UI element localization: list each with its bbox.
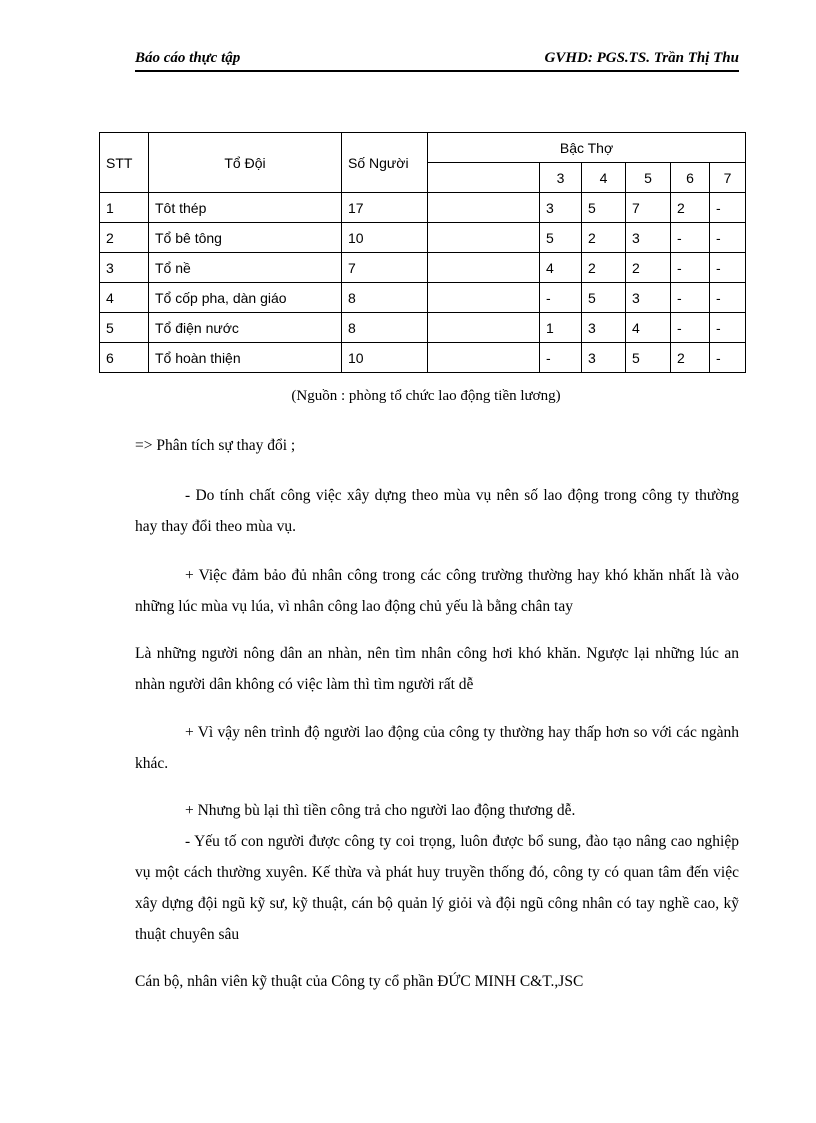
cell-spacer xyxy=(428,283,540,313)
paragraph-wages: + Nhưng bù lại thì tiền công trả cho người lao động thương dễ. xyxy=(185,802,576,819)
cell-team: Tổ cốp pha, dàn giáo xyxy=(149,283,342,313)
cell-team: Tổ điện nước xyxy=(149,313,342,343)
cell-grade: - xyxy=(540,343,582,373)
cell-people: 8 xyxy=(342,283,428,313)
cell-spacer xyxy=(428,343,540,373)
cell-team: Tổ hoàn thiện xyxy=(149,343,342,373)
cell-grade: - xyxy=(710,343,746,373)
cell-grade: - xyxy=(671,283,710,313)
table-row xyxy=(100,343,746,373)
cell-grade: 3 xyxy=(626,223,671,253)
cell-grade: 5 xyxy=(540,223,582,253)
header-grade: Bậc Thợ xyxy=(428,133,746,163)
cell-grade: 3 xyxy=(540,193,582,223)
header-left: Báo cáo thực tập xyxy=(135,50,241,66)
grade-spacer xyxy=(428,163,540,193)
table-row xyxy=(100,283,746,313)
paragraph-labor-shortage: + Việc đảm bảo đủ nhân công trong các công trường thường hay khó khăn nhất là vào những lúc mùa vụ lúa, vì nhân công lao động chủ yếu là bằng chân tay xyxy=(135,567,739,615)
cell-stt: 1 xyxy=(100,193,149,223)
cell-grade: 2 xyxy=(671,343,710,373)
cell-grade: 2 xyxy=(582,253,626,283)
paragraph-farmers: Là những người nông dân an nhàn, nên tìm nhân công hơi khó khăn. Ngược lại những lúc an nhàn người dân không có việc làm thì tìm người rất dễ xyxy=(135,645,739,693)
cell-grade: 3 xyxy=(582,343,626,373)
cell-stt: 6 xyxy=(100,343,149,373)
header-stt: STT xyxy=(100,133,149,193)
cell-team: Tổ bê tông xyxy=(149,223,342,253)
cell-grade: 7 xyxy=(626,193,671,223)
table-header-row xyxy=(100,133,746,163)
cell-grade: - xyxy=(710,253,746,283)
cell-stt: 3 xyxy=(100,253,149,283)
cell-team: Tôt thép xyxy=(149,193,342,223)
cell-people: 10 xyxy=(342,223,428,253)
cell-spacer xyxy=(428,193,540,223)
cell-grade: 3 xyxy=(626,283,671,313)
cell-grade: 1 xyxy=(540,313,582,343)
cell-spacer xyxy=(428,223,540,253)
cell-grade: 3 xyxy=(582,313,626,343)
header-people: Số Người xyxy=(342,133,428,193)
cell-grade: - xyxy=(710,223,746,253)
cell-grade: 2 xyxy=(671,193,710,223)
paragraph-analysis-heading: => Phân tích sự thay đổi ; xyxy=(135,437,296,454)
table-source-note: (Nguồn : phòng tổ chức lao động tiền lương) xyxy=(291,388,561,404)
cell-stt: 5 xyxy=(100,313,149,343)
cell-people: 17 xyxy=(342,193,428,223)
grade-7: 7 xyxy=(710,163,746,193)
cell-grade: 5 xyxy=(582,193,626,223)
cell-grade: - xyxy=(540,283,582,313)
grade-3: 3 xyxy=(540,163,582,193)
table-row xyxy=(100,313,746,343)
cell-team: Tổ nề xyxy=(149,253,342,283)
table-row xyxy=(100,193,746,223)
paragraph-human-factor: - Yếu tố con người được công ty coi trọng, luôn được bổ sung, đào tạo nâng cao nghiệp vụ một cách thường xuyên. Kế thừa và phát huy truyền thống đó, công ty có quan tâm đến việc xây dựng đội ngũ kỹ sư, kỹ thuật, cán bộ quản lý giỏi và đội ngũ công nhân có tay nghề cao, kỹ thuật chuyên sâu xyxy=(135,833,739,943)
table-row xyxy=(100,223,746,253)
worker-grade-table xyxy=(99,132,746,373)
cell-stt: 2 xyxy=(100,223,149,253)
cell-grade: 4 xyxy=(540,253,582,283)
cell-grade: 2 xyxy=(582,223,626,253)
cell-grade: 4 xyxy=(626,313,671,343)
paragraph-skill-level: + Vì vậy nên trình độ người lao động của công ty thường hay thấp hơn so với các ngành khác. xyxy=(135,724,739,772)
grade-6: 6 xyxy=(671,163,710,193)
cell-people: 10 xyxy=(342,343,428,373)
header-team: Tổ Đội xyxy=(149,133,342,193)
cell-grade: - xyxy=(671,253,710,283)
cell-stt: 4 xyxy=(100,283,149,313)
header-right: GVHD: PGS.TS. Trần Thị Thu xyxy=(544,50,739,66)
cell-people: 8 xyxy=(342,313,428,343)
cell-grade: 2 xyxy=(626,253,671,283)
cell-spacer xyxy=(428,313,540,343)
page-header xyxy=(135,50,739,72)
cell-grade: - xyxy=(710,193,746,223)
grade-5: 5 xyxy=(626,163,671,193)
grade-4: 4 xyxy=(582,163,626,193)
cell-grade: - xyxy=(710,283,746,313)
cell-grade: 5 xyxy=(582,283,626,313)
table-row xyxy=(100,253,746,283)
cell-grade: - xyxy=(710,313,746,343)
paragraph-seasonal: - Do tính chất công việc xây dựng theo mùa vụ nên số lao động trong công ty thường hay thay đổi theo mùa vụ. xyxy=(135,487,739,535)
paragraph-staff-heading: Cán bộ, nhân viên kỹ thuật của Công ty cổ phần ĐỨC MINH C&T.,JSC xyxy=(135,973,584,990)
cell-spacer xyxy=(428,253,540,283)
cell-grade: 5 xyxy=(626,343,671,373)
cell-grade: - xyxy=(671,223,710,253)
cell-people: 7 xyxy=(342,253,428,283)
cell-grade: - xyxy=(671,313,710,343)
